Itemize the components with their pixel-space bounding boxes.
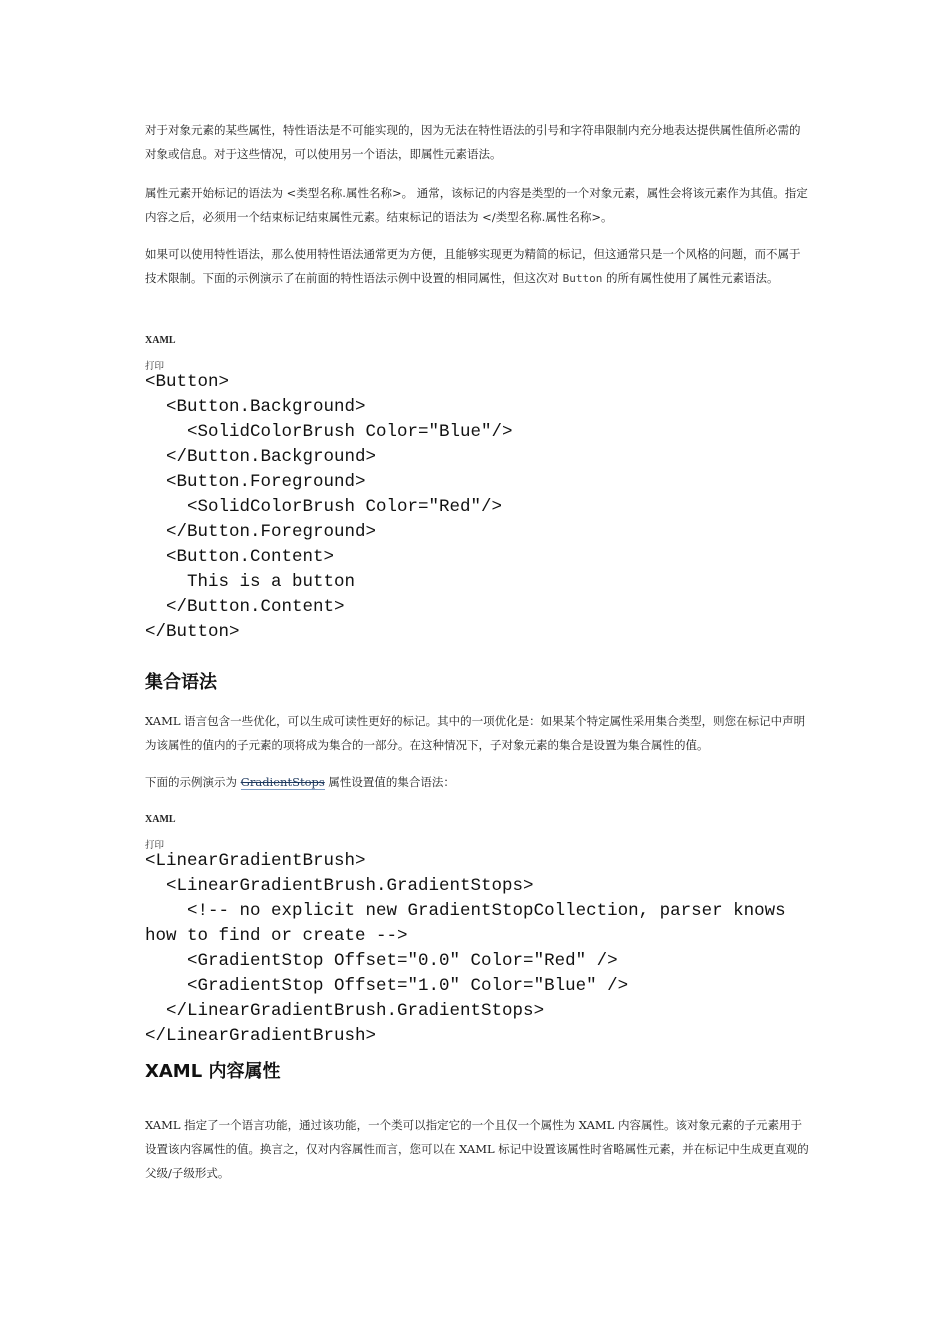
code-line: This is a button xyxy=(145,572,356,592)
section-heading-xaml-content-property: XAML 内容属性 xyxy=(145,1061,281,1082)
inline-code-button: Button xyxy=(562,272,603,285)
code-line: <!-- no explicit new GradientStopCollection, parser knows xyxy=(145,901,786,921)
code-language-label: XAML xyxy=(145,335,176,346)
intro-paragraph-2: 属性元素开始标记的语法为 <类型名称.属性名称>。 通常，该标记的内容是类型的一个对象元素，属性会将该元素作为其值。指定内容之后，必须用一个结束标记结束属性元素。结束标记的语法为 </类型名称.属性名称>。 xyxy=(145,186,808,224)
code-line: </LinearGradientBrush> xyxy=(145,1026,377,1046)
gradientstops-link[interactable]: GradientStops xyxy=(240,775,325,789)
code-line: <Button.Foreground> xyxy=(145,472,366,492)
code-line: <SolidColorBrush Color="Blue"/> xyxy=(145,422,513,442)
code-line: </Button> xyxy=(145,622,240,642)
code-line: how to find or create --> xyxy=(145,926,408,946)
code-line: <GradientStop Offset="0.0" Color="Red" /> xyxy=(145,951,618,971)
code-line: </Button.Content> xyxy=(145,597,345,617)
collection-paragraph-1: XAML 语言包含一些优化，可以生成可读性更好的标记。其中的一项优化是：如果某个特定属性采用集合类型，则您在标记中声明为该属性的值内的子元素的项将成为集合的一部分。在这种情况下，子对象元素的集合是设置为集合属性的值。 xyxy=(145,714,806,752)
code-line: </Button.Background> xyxy=(145,447,377,467)
collection-paragraph-2-text-a: 下面的示例演示为 xyxy=(145,775,241,789)
code-line: </LinearGradientBrush.GradientStops> xyxy=(145,1001,545,1021)
intro-paragraph-3-text-b: 的所有属性使用了属性元素语法。 xyxy=(602,271,779,285)
collection-paragraph-2 xyxy=(145,770,810,794)
intro-paragraph-1: 对于对象元素的某些属性，特性语法是不可能实现的，因为无法在特性语法的引号和字符串限制内充分地表达提供属性值所必需的对象或信息。对于这些情况，可以使用另一个语法，即属性元素语法。 xyxy=(145,123,801,161)
code-line: <LinearGradientBrush> xyxy=(145,851,366,871)
code-line: <Button.Content> xyxy=(145,547,335,567)
print-link[interactable]: 打印 xyxy=(145,361,165,372)
print-link[interactable]: 打印 xyxy=(145,840,165,851)
code-block-gradient-example xyxy=(145,849,786,1049)
code-line: <SolidColorBrush Color="Red"/> xyxy=(145,497,503,517)
code-line: <Button> xyxy=(145,372,230,392)
code-line: <Button.Background> xyxy=(145,397,366,417)
intro-paragraph-3-text-a: 如果可以使用特性语法，那么使用特性语法通常更为方便，且能够实现更为精简的标记，但这通常只是一个风格的问题，而不属于技术限制。下面的示例演示了在前面的特性语法示例中设置的相同属性，但这次对 xyxy=(145,247,801,285)
intro-paragraph-3 xyxy=(145,242,810,291)
code-line: <GradientStop Offset="1.0" Color="Blue" /> xyxy=(145,976,629,996)
collection-paragraph-2-text-b: 属性设置值的集合语法： xyxy=(324,775,455,789)
code-block-button-example xyxy=(145,370,513,645)
code-line: </Button.Foreground> xyxy=(145,522,377,542)
code-language-label: XAML xyxy=(145,814,176,825)
content-property-paragraph: XAML 指定了一个语言功能，通过该功能，一个类可以指定它的一个且仅一个属性为 XAML 内容属性。该对象元素的子元素用于设置该内容属性的值。换言之，仅对内容属性而言，您可以在 XAML 标记中设置该属性时省略属性元素，并在标记中生成更直观的父级/子级形式。 xyxy=(145,1118,809,1180)
code-line: <LinearGradientBrush.GradientStops> xyxy=(145,876,534,896)
section-heading-collection-syntax: 集合语法 xyxy=(145,672,217,693)
